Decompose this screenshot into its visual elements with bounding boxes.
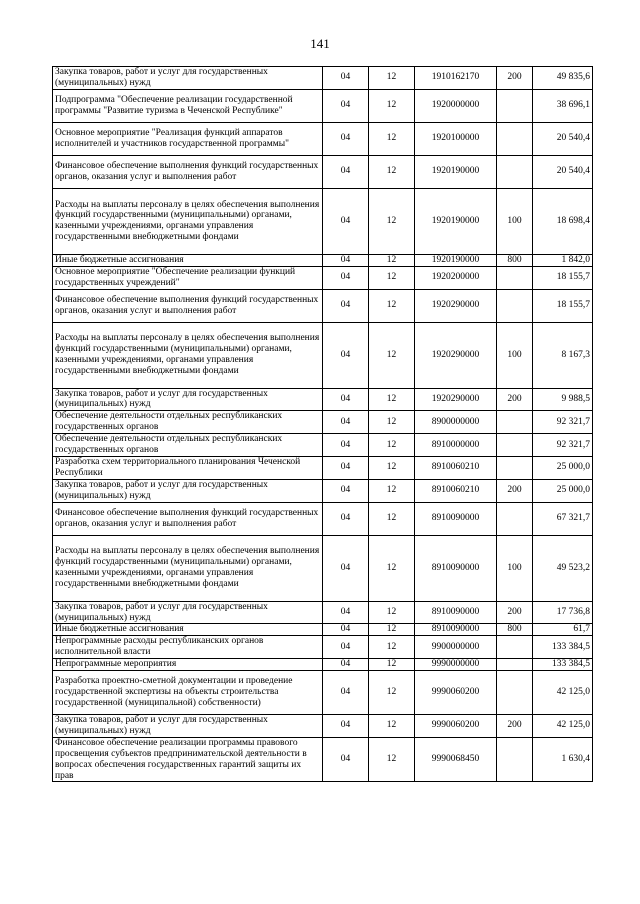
amount: 18 155,7 — [533, 266, 593, 289]
amount: 49 835,6 — [533, 67, 593, 90]
amount: 42 125,0 — [533, 715, 593, 738]
expense-type-code — [497, 411, 533, 434]
subsection-code: 12 — [369, 479, 415, 502]
amount: 42 125,0 — [533, 671, 593, 715]
subsection-code: 12 — [369, 624, 415, 636]
row-name: Иные бюджетные ассигнования — [53, 624, 323, 636]
section-code: 04 — [323, 188, 369, 254]
section-code: 04 — [323, 624, 369, 636]
row-name: Обеспечение деятельности отдельных республиканских государственных органов — [53, 434, 323, 457]
subsection-code: 12 — [369, 671, 415, 715]
row-name: Расходы на выплаты персоналу в целях обеспечения выполнения функций государственными (муниципальными) органами, казенными учреждениями, органами управления государственными внебюджетными фондами — [53, 188, 323, 254]
expense-type-code — [497, 89, 533, 122]
expense-type-code — [497, 289, 533, 322]
table-row — [53, 715, 593, 738]
table-row — [53, 254, 593, 266]
row-name: Закупка товаров, работ и услуг для государственных (муниципальных) нужд — [53, 67, 323, 90]
expense-type-code: 800 — [497, 624, 533, 636]
subsection-code: 12 — [369, 322, 415, 388]
table-row — [53, 502, 593, 535]
target-article-code: 8900000000 — [415, 411, 497, 434]
target-article-code: 1920290000 — [415, 289, 497, 322]
amount: 133 384,5 — [533, 659, 593, 671]
target-article-code: 1920290000 — [415, 388, 497, 411]
amount: 49 523,2 — [533, 535, 593, 601]
section-code: 04 — [323, 322, 369, 388]
subsection-code: 12 — [369, 155, 415, 188]
expense-type-code: 200 — [497, 67, 533, 90]
subsection-code: 12 — [369, 659, 415, 671]
target-article-code: 8910060210 — [415, 456, 497, 479]
table-row — [53, 122, 593, 155]
row-name: Основное мероприятие "Реализация функций аппаратов исполнителей и участников государственной программы" — [53, 122, 323, 155]
target-article-code: 9990000000 — [415, 659, 497, 671]
amount: 1 842,0 — [533, 254, 593, 266]
table-row — [53, 479, 593, 502]
section-code: 04 — [323, 289, 369, 322]
subsection-code: 12 — [369, 188, 415, 254]
target-article-code: 1920190000 — [415, 155, 497, 188]
section-code: 04 — [323, 659, 369, 671]
row-name: Основное мероприятие "Обеспечение реализации функций государственных учреждений" — [53, 266, 323, 289]
row-name: Иные бюджетные ассигнования — [53, 254, 323, 266]
table-row — [53, 456, 593, 479]
row-name: Закупка товаров, работ и услуг для государственных (муниципальных) нужд — [53, 715, 323, 738]
row-name: Финансовое обеспечение выполнения функций государственных органов, оказания услуг и выполнения работ — [53, 155, 323, 188]
amount: 17 736,8 — [533, 601, 593, 624]
table-row — [53, 388, 593, 411]
expense-type-code — [497, 122, 533, 155]
amount: 25 000,0 — [533, 479, 593, 502]
expense-type-code: 800 — [497, 254, 533, 266]
section-code: 04 — [323, 434, 369, 457]
amount: 18 698,4 — [533, 188, 593, 254]
amount: 20 540,4 — [533, 122, 593, 155]
row-name: Разработка проектно-сметной документации и проведение государственной экспертизы на объекты строительства государственной (муниципальной) собственности) — [53, 671, 323, 715]
expense-type-code — [497, 737, 533, 782]
section-code: 04 — [323, 456, 369, 479]
target-article-code: 8910090000 — [415, 535, 497, 601]
target-article-code: 8910090000 — [415, 601, 497, 624]
section-code: 04 — [323, 155, 369, 188]
table-row — [53, 155, 593, 188]
subsection-code: 12 — [369, 388, 415, 411]
target-article-code: 1920190000 — [415, 254, 497, 266]
amount: 20 540,4 — [533, 155, 593, 188]
target-article-code: 1920290000 — [415, 322, 497, 388]
section-code: 04 — [323, 411, 369, 434]
expense-type-code — [497, 456, 533, 479]
budget-table — [52, 66, 593, 782]
row-name: Разработка схем территориального планирования Чеченской Республики — [53, 456, 323, 479]
section-code: 04 — [323, 715, 369, 738]
subsection-code: 12 — [369, 89, 415, 122]
row-name: Финансовое обеспечение выполнения функций государственных органов, оказания услуг и выполнения работ — [53, 289, 323, 322]
target-article-code: 8910090000 — [415, 502, 497, 535]
amount: 61,7 — [533, 624, 593, 636]
subsection-code: 12 — [369, 289, 415, 322]
expense-type-code — [497, 636, 533, 659]
section-code: 04 — [323, 535, 369, 601]
section-code: 04 — [323, 601, 369, 624]
table-row — [53, 671, 593, 715]
row-name: Непрограммные мероприятия — [53, 659, 323, 671]
subsection-code: 12 — [369, 715, 415, 738]
amount: 67 321,7 — [533, 502, 593, 535]
expense-type-code: 100 — [497, 188, 533, 254]
row-name: Подпрограмма "Обеспечение реализации государственной программы "Развитие туризма в Чеченской Республике" — [53, 89, 323, 122]
subsection-code: 12 — [369, 266, 415, 289]
amount: 18 155,7 — [533, 289, 593, 322]
target-article-code: 9990060200 — [415, 671, 497, 715]
row-name: Закупка товаров, работ и услуг для государственных (муниципальных) нужд — [53, 388, 323, 411]
table-row — [53, 411, 593, 434]
section-code: 04 — [323, 479, 369, 502]
table-row — [53, 67, 593, 90]
expense-type-code — [497, 434, 533, 457]
row-name: Расходы на выплаты персоналу в целях обеспечения выполнения функций государственными (муниципальными) органами, казенными учреждениями, органами управления государственными внебюджетными фондами — [53, 535, 323, 601]
subsection-code: 12 — [369, 636, 415, 659]
target-article-code: 8910000000 — [415, 434, 497, 457]
table-row — [53, 434, 593, 457]
subsection-code: 12 — [369, 122, 415, 155]
subsection-code: 12 — [369, 411, 415, 434]
expense-type-code: 200 — [497, 601, 533, 624]
amount: 25 000,0 — [533, 456, 593, 479]
section-code: 04 — [323, 266, 369, 289]
table-row — [53, 289, 593, 322]
subsection-code: 12 — [369, 535, 415, 601]
target-article-code: 1920000000 — [415, 89, 497, 122]
target-article-code: 1920200000 — [415, 266, 497, 289]
expense-type-code — [497, 155, 533, 188]
budget-table-body — [53, 67, 593, 782]
amount: 38 696,1 — [533, 89, 593, 122]
subsection-code: 12 — [369, 456, 415, 479]
section-code: 04 — [323, 67, 369, 90]
table-row — [53, 89, 593, 122]
expense-type-code: 200 — [497, 388, 533, 411]
amount: 92 321,7 — [533, 434, 593, 457]
expense-type-code: 200 — [497, 479, 533, 502]
section-code: 04 — [323, 737, 369, 782]
row-name: Закупка товаров, работ и услуг для государственных (муниципальных) нужд — [53, 479, 323, 502]
row-name: Непрограммные расходы республиканских органов исполнительной власти — [53, 636, 323, 659]
row-name: Расходы на выплаты персоналу в целях обеспечения выполнения функций государственными (муниципальными) органами, казенными учреждениями, органами управления государственными внебюджетными фондами — [53, 322, 323, 388]
row-name: Финансовое обеспечение выполнения функций государственных органов, оказания услуг и выполнения работ — [53, 502, 323, 535]
target-article-code: 8910060210 — [415, 479, 497, 502]
expense-type-code: 100 — [497, 535, 533, 601]
target-article-code: 9900000000 — [415, 636, 497, 659]
section-code: 04 — [323, 388, 369, 411]
expense-type-code: 200 — [497, 715, 533, 738]
expense-type-code — [497, 659, 533, 671]
amount: 9 988,5 — [533, 388, 593, 411]
subsection-code: 12 — [369, 434, 415, 457]
target-article-code: 8910090000 — [415, 624, 497, 636]
subsection-code: 12 — [369, 737, 415, 782]
table-row — [53, 266, 593, 289]
expense-type-code — [497, 502, 533, 535]
amount: 133 384,5 — [533, 636, 593, 659]
subsection-code: 12 — [369, 254, 415, 266]
subsection-code: 12 — [369, 601, 415, 624]
section-code: 04 — [323, 636, 369, 659]
table-row — [53, 624, 593, 636]
table-row — [53, 322, 593, 388]
section-code: 04 — [323, 254, 369, 266]
target-article-code: 1920100000 — [415, 122, 497, 155]
expense-type-code — [497, 671, 533, 715]
subsection-code: 12 — [369, 67, 415, 90]
amount: 1 630,4 — [533, 737, 593, 782]
target-article-code: 1920190000 — [415, 188, 497, 254]
table-row — [53, 737, 593, 782]
table-row — [53, 601, 593, 624]
section-code: 04 — [323, 122, 369, 155]
row-name: Финансовое обеспечение реализации программы правового просвещения субъектов предпринимательской деятельности в вопросах обеспечения государственных гарантий защиты их прав — [53, 737, 323, 782]
row-name: Обеспечение деятельности отдельных республиканских государственных органов — [53, 411, 323, 434]
row-name: Закупка товаров, работ и услуг для государственных (муниципальных) нужд — [53, 601, 323, 624]
expense-type-code — [497, 266, 533, 289]
section-code: 04 — [323, 671, 369, 715]
section-code: 04 — [323, 89, 369, 122]
subsection-code: 12 — [369, 502, 415, 535]
expense-type-code: 100 — [497, 322, 533, 388]
table-row — [53, 535, 593, 601]
page-number: 141 — [310, 36, 330, 51]
table-row — [53, 636, 593, 659]
table-row — [53, 188, 593, 254]
target-article-code: 9990068450 — [415, 737, 497, 782]
table-row — [53, 659, 593, 671]
section-code: 04 — [323, 502, 369, 535]
amount: 92 321,7 — [533, 411, 593, 434]
target-article-code: 9990060200 — [415, 715, 497, 738]
amount: 8 167,3 — [533, 322, 593, 388]
target-article-code: 1910162170 — [415, 67, 497, 90]
